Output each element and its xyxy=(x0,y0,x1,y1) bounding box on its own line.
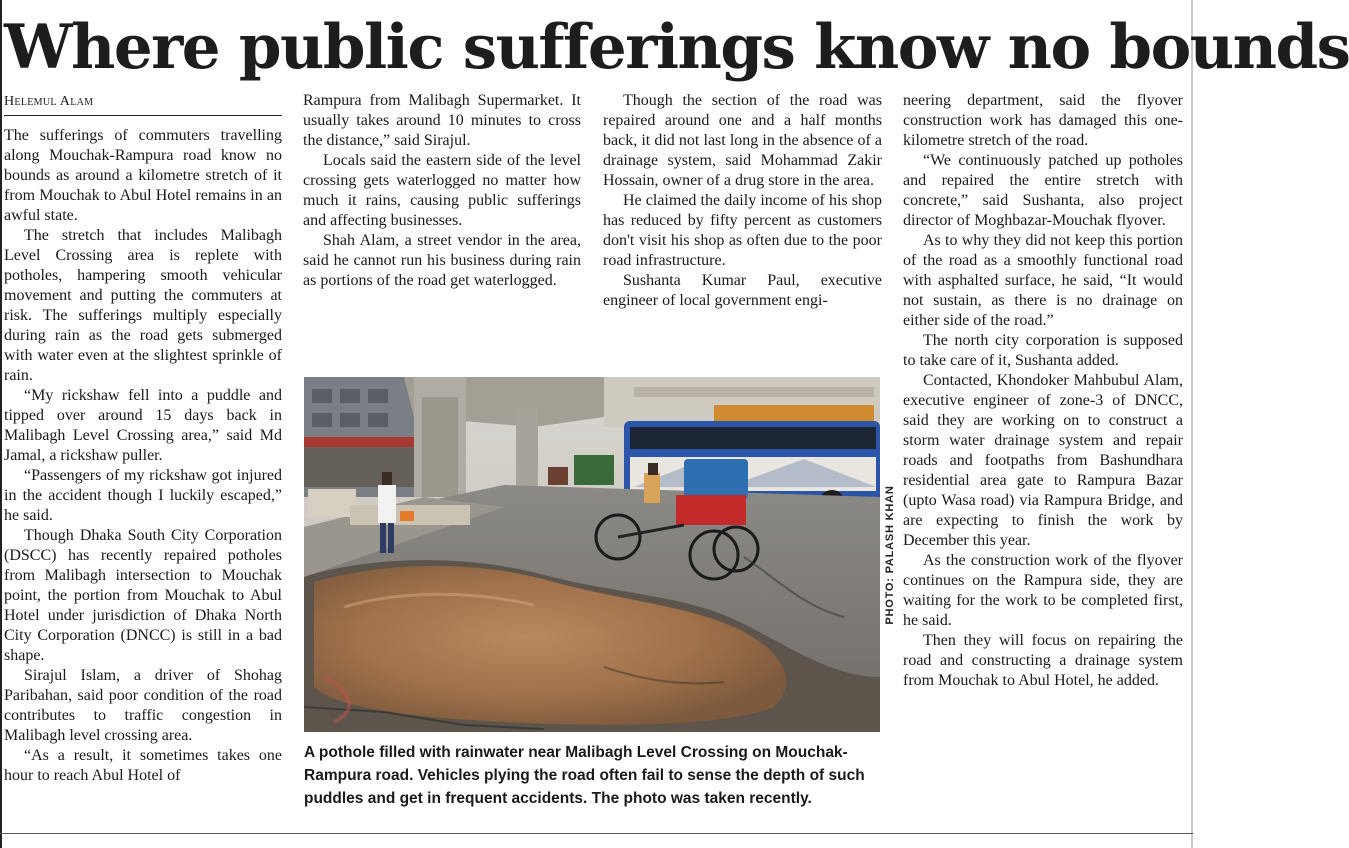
paragraph: Sirajul Islam, a driver of Shohag Paribahan, said poor condition of the road contributes to traffic congestion in Malibagh level crossing area. xyxy=(4,667,282,744)
paragraph: Shah Alam, a street vendor in the area, said he cannot run his business during rain as portions of the road get waterlogged. xyxy=(303,232,581,289)
article-column-3 xyxy=(603,91,882,361)
left-border xyxy=(0,0,2,848)
paragraph: “Passengers of my rickshaw got injured in the accident though I luckily escaped,” he said. xyxy=(4,467,282,524)
paragraph: Though the section of the road was repaired around one and a half months back, it did not last long in the absence of a drainage system, said Mohammad Zakir Hossain, owner of a drug store in the area. xyxy=(603,92,882,189)
article-column-4 xyxy=(903,91,1183,816)
paragraph: Sushanta Kumar Paul, executive engineer of local government engi- xyxy=(603,272,882,309)
right-border xyxy=(1191,0,1193,848)
paragraph: As to why they did not keep this portion of the road as a smoothly functional road with asphalted surface, he said, “It would not sustain, as there is no drainage on either side of the road.” xyxy=(903,232,1183,329)
paragraph: The stretch that includes Malibagh Level Crossing area is replete with potholes, hampering smooth vehicular movement and putting the commuters at risk. The sufferings multiply especially during rain as the road gets submerged with water even at the slightest sprinkle of rain. xyxy=(4,227,282,384)
paragraph: “We continuously patched up potholes and repaired the entire stretch with concrete,” said Sushanta, also project director of Moghbazar-Mouchak flyover. xyxy=(903,152,1183,229)
photo-credit-text: PHOTO: PALASH KHAN xyxy=(884,484,896,625)
news-photo xyxy=(304,377,880,732)
paragraph: Rampura from Malibagh Supermarket. It usually takes around 10 minutes to cross the distance,” said Sirajul. xyxy=(303,92,581,149)
byline: Helemul Alam xyxy=(4,93,282,116)
photo-credit xyxy=(881,377,899,732)
bottom-rule xyxy=(0,833,1193,834)
paragraph: Locals said the eastern side of the level crossing gets waterlogged no matter how much it rains, causing public sufferings and affecting businesses. xyxy=(303,152,581,229)
paragraph: The sufferings of commuters travelling along Mouchak-Rampura road know no bounds as around a kilometre stretch of it from Mouchak to Abul Hotel remains in an awful state. xyxy=(4,127,282,224)
paragraph: “My rickshaw fell into a puddle and tipped over around 15 days back in Malibagh Level Crossing area,” said Md Jamal, a rickshaw puller. xyxy=(4,387,282,464)
paragraph: Though Dhaka South City Corporation (DSCC) has recently repaired potholes from Malibagh intersection to Mouchak point, the portion from Mouchak to Abul Hotel under jurisdiction of Dhaka North City Corporation (DNCC) is still in a bad shape. xyxy=(4,527,282,664)
headline: Where public sufferings know no bounds xyxy=(4,12,1349,83)
paragraph: As the construction work of the flyover continues on the Rampura side, they are waiting for the work to be completed first, he said. xyxy=(903,552,1183,629)
paragraph: The north city corporation is supposed to take care of it, Sushanta added. xyxy=(903,332,1183,369)
article-column-2 xyxy=(303,91,581,361)
paragraph: neering department, said the flyover construction work has damaged this one-kilometre stretch of the road. xyxy=(903,92,1183,149)
article-column-1 xyxy=(4,126,282,810)
paragraph: “As a result, it sometimes takes one hour to reach Abul Hotel of xyxy=(4,747,282,784)
photo-caption: A pothole filled with rainwater near Malibagh Level Crossing on Mouchak-Rampura road. Vehicles plying the road often fail to sense the depth of such puddles and get in frequent accidents. The photo was taken recently. xyxy=(304,744,865,807)
paragraph: He claimed the daily income of his shop has reduced by fifty percent as customers don't visit his shop as often due to the poor road infrastructure. xyxy=(603,192,882,269)
paragraph: Contacted, Khondoker Mahbubul Alam, executive engineer of zone-3 of DNCC, said they are working on to construct a storm water drainage system and repair roads and footpaths from Bashundhara residential area gate to Rampura Bazar (upto Wasa road) via Rampura Bridge, and are expecting to finish the work by December this year. xyxy=(903,372,1183,549)
paragraph: Then they will focus on repairing the road and constructing a drainage system from Mouchak to Abul Hotel, he added. xyxy=(903,632,1183,689)
